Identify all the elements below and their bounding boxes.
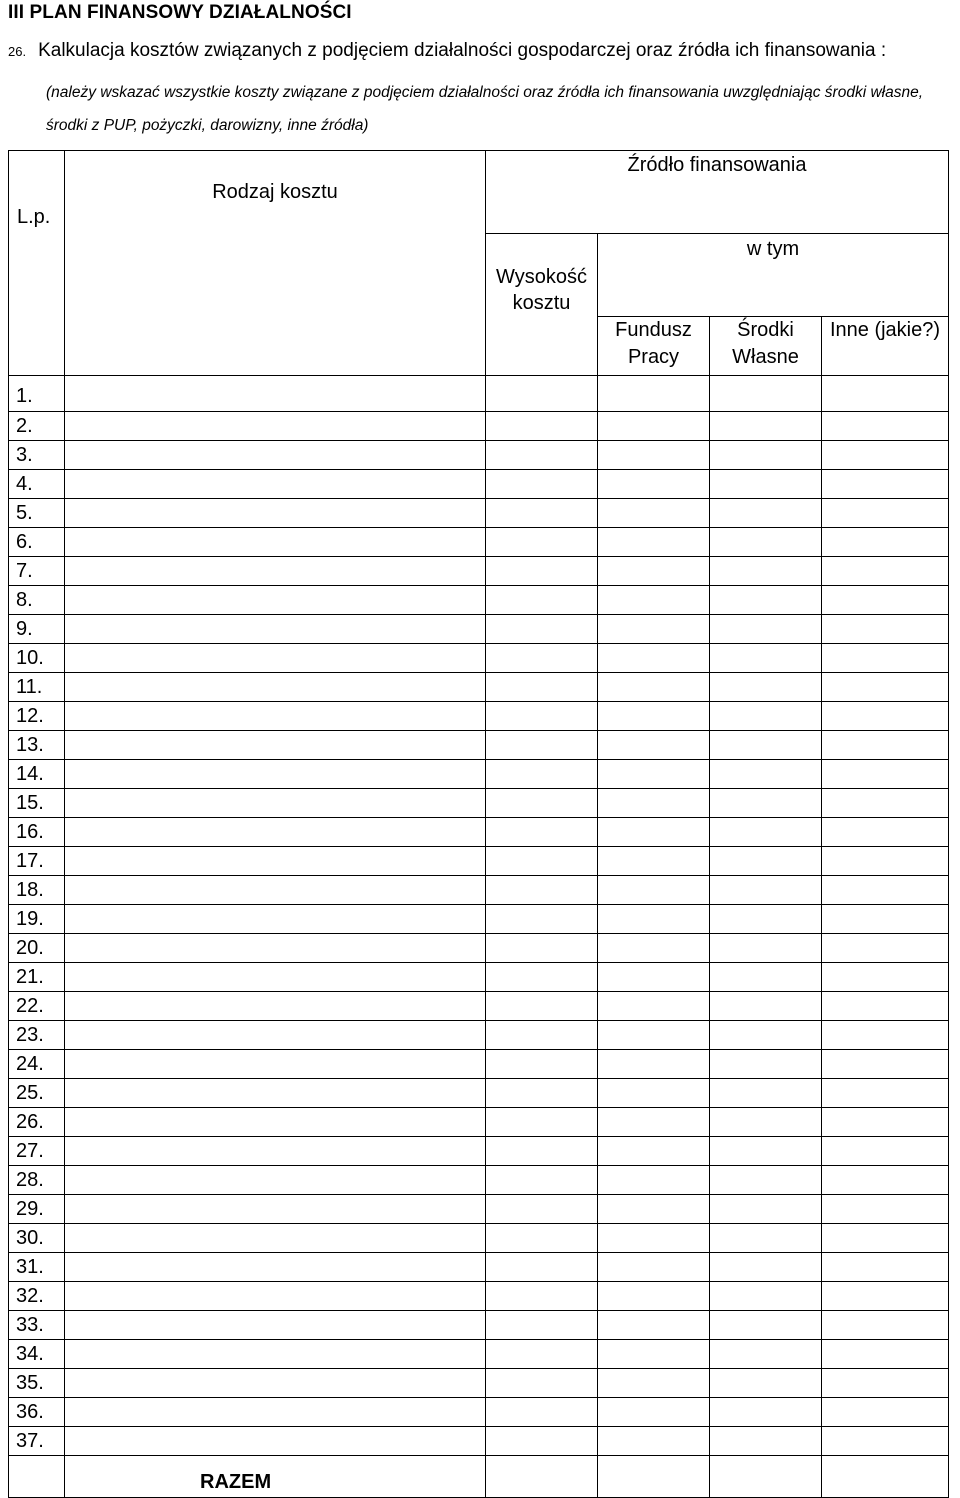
rodzaj-kosztu-cell[interactable]: [65, 1079, 486, 1108]
row-number: 2.: [9, 412, 65, 441]
srodki-wlasne-cell[interactable]: [710, 934, 822, 963]
row-number: 37.: [9, 1427, 65, 1456]
inne-cell[interactable]: [822, 499, 949, 528]
inne-cell[interactable]: [822, 963, 949, 992]
row-number: 1.: [9, 376, 65, 412]
inne-cell[interactable]: [822, 876, 949, 905]
rodzaj-kosztu-cell[interactable]: [65, 1311, 486, 1340]
wysokosc-kosztu-cell[interactable]: [486, 789, 598, 818]
srodki-wlasne-cell[interactable]: [710, 1311, 822, 1340]
row-number: 33.: [9, 1311, 65, 1340]
total-srodki-cell[interactable]: [710, 1456, 822, 1498]
wysokosc-kosztu-cell[interactable]: [486, 1224, 598, 1253]
fundusz-pracy-cell[interactable]: [598, 1195, 710, 1224]
inne-cell[interactable]: [822, 376, 949, 412]
rodzaj-kosztu-cell[interactable]: [65, 528, 486, 557]
fundusz-pracy-cell[interactable]: [598, 673, 710, 702]
srodki-wlasne-cell[interactable]: [710, 586, 822, 615]
srodki-wlasne-cell[interactable]: [710, 992, 822, 1021]
row-number: 16.: [9, 818, 65, 847]
table-row: [9, 702, 949, 731]
header-rodzaj-kosztu: Rodzaj kosztu: [65, 151, 486, 376]
inne-cell[interactable]: [822, 1369, 949, 1398]
fundusz-pracy-cell[interactable]: [598, 760, 710, 789]
inne-cell[interactable]: [822, 1108, 949, 1137]
rodzaj-kosztu-cell[interactable]: [65, 441, 486, 470]
inne-cell[interactable]: [822, 412, 949, 441]
table-row: [9, 376, 949, 412]
inne-cell[interactable]: [822, 789, 949, 818]
row-number: 15.: [9, 789, 65, 818]
wysokosc-kosztu-cell[interactable]: [486, 876, 598, 905]
header-fundusz-pracy: [598, 317, 710, 376]
fundusz-pracy-cell[interactable]: [598, 441, 710, 470]
row-number: 32.: [9, 1282, 65, 1311]
table-row: [9, 528, 949, 557]
point-line: [8, 40, 886, 62]
header-wysokosc-line2: kosztu: [512, 292, 571, 314]
row-number: 18.: [9, 876, 65, 905]
srodki-wlasne-cell[interactable]: [710, 557, 822, 586]
rodzaj-kosztu-cell[interactable]: [65, 1137, 486, 1166]
header-zrodlo-finansowania: Źródło finansowania: [486, 151, 949, 234]
wysokosc-kosztu-cell[interactable]: [486, 1398, 598, 1427]
wysokosc-kosztu-cell[interactable]: [486, 1311, 598, 1340]
row-number: 6.: [9, 528, 65, 557]
header-srodki-wlasne: [710, 317, 822, 376]
srodki-wlasne-cell[interactable]: [710, 615, 822, 644]
wysokosc-kosztu-cell[interactable]: [486, 934, 598, 963]
srodki-wlasne-cell[interactable]: [710, 673, 822, 702]
wysokosc-kosztu-cell[interactable]: [486, 1369, 598, 1398]
srodki-wlasne-cell[interactable]: [710, 876, 822, 905]
inne-cell[interactable]: [822, 1195, 949, 1224]
srodki-wlasne-cell[interactable]: [710, 499, 822, 528]
row-number: 13.: [9, 731, 65, 760]
wysokosc-kosztu-cell[interactable]: [486, 615, 598, 644]
fundusz-pracy-cell[interactable]: [598, 847, 710, 876]
total-fundusz-cell[interactable]: [598, 1456, 710, 1498]
row-number: 7.: [9, 557, 65, 586]
fundusz-pracy-cell[interactable]: [598, 1398, 710, 1427]
cost-table: [8, 150, 949, 1498]
srodki-wlasne-cell[interactable]: [710, 1021, 822, 1050]
table-row: [9, 1311, 949, 1340]
rodzaj-kosztu-cell[interactable]: [65, 1340, 486, 1369]
table-row: [9, 1195, 949, 1224]
rodzaj-kosztu-cell[interactable]: [65, 847, 486, 876]
inne-cell[interactable]: [822, 847, 949, 876]
table-row: [9, 847, 949, 876]
fundusz-pracy-cell[interactable]: [598, 499, 710, 528]
srodki-wlasne-cell[interactable]: [710, 760, 822, 789]
inne-cell[interactable]: [822, 1050, 949, 1079]
wysokosc-kosztu-cell[interactable]: [486, 905, 598, 934]
rodzaj-kosztu-cell[interactable]: [65, 1253, 486, 1282]
fundusz-pracy-cell[interactable]: [598, 1427, 710, 1456]
header-srodki-line1: Środki: [737, 319, 794, 341]
fundusz-pracy-cell[interactable]: [598, 586, 710, 615]
srodki-wlasne-cell[interactable]: [710, 412, 822, 441]
table-row: [9, 992, 949, 1021]
inne-cell[interactable]: [822, 731, 949, 760]
row-number: 17.: [9, 847, 65, 876]
header-w-tym: w tym: [598, 234, 949, 317]
inne-cell[interactable]: [822, 905, 949, 934]
inne-cell[interactable]: [822, 644, 949, 673]
row-number: 34.: [9, 1340, 65, 1369]
srodki-wlasne-cell[interactable]: [710, 1108, 822, 1137]
inne-cell[interactable]: [822, 470, 949, 499]
table-row: [9, 557, 949, 586]
table-row: [9, 1340, 949, 1369]
total-label: RAZEM: [65, 1456, 486, 1498]
header-srodki-line2: Własne: [732, 346, 799, 368]
rodzaj-kosztu-cell[interactable]: [65, 470, 486, 499]
table-row: [9, 789, 949, 818]
row-number: 12.: [9, 702, 65, 731]
wysokosc-kosztu-cell[interactable]: [486, 376, 598, 412]
rodzaj-kosztu-cell[interactable]: [65, 673, 486, 702]
fundusz-pracy-cell[interactable]: [598, 702, 710, 731]
table-row: [9, 441, 949, 470]
table-row: [9, 963, 949, 992]
fundusz-pracy-cell[interactable]: [598, 1021, 710, 1050]
srodki-wlasne-cell[interactable]: [710, 1398, 822, 1427]
rodzaj-kosztu-cell[interactable]: [65, 905, 486, 934]
table-row: [9, 499, 949, 528]
srodki-wlasne-cell[interactable]: [710, 1166, 822, 1195]
header-inne: Inne (jakie?): [822, 317, 949, 376]
rodzaj-kosztu-cell[interactable]: [65, 1108, 486, 1137]
row-number: 19.: [9, 905, 65, 934]
rodzaj-kosztu-cell[interactable]: [65, 557, 486, 586]
rodzaj-kosztu-cell[interactable]: [65, 731, 486, 760]
srodki-wlasne-cell[interactable]: [710, 644, 822, 673]
srodki-wlasne-cell[interactable]: [710, 1253, 822, 1282]
rodzaj-kosztu-cell[interactable]: [65, 1166, 486, 1195]
rodzaj-kosztu-cell[interactable]: [65, 1398, 486, 1427]
fundusz-pracy-cell[interactable]: [598, 1108, 710, 1137]
fundusz-pracy-cell[interactable]: [598, 1050, 710, 1079]
fundusz-pracy-cell[interactable]: [598, 1369, 710, 1398]
inne-cell[interactable]: [822, 1079, 949, 1108]
inne-cell[interactable]: [822, 1282, 949, 1311]
srodki-wlasne-cell[interactable]: [710, 1224, 822, 1253]
fundusz-pracy-cell[interactable]: [598, 876, 710, 905]
inne-cell[interactable]: [822, 615, 949, 644]
row-number: 25.: [9, 1079, 65, 1108]
srodki-wlasne-cell[interactable]: [710, 702, 822, 731]
inne-cell[interactable]: [822, 992, 949, 1021]
wysokosc-kosztu-cell[interactable]: [486, 1340, 598, 1369]
table-row: [9, 412, 949, 441]
table-row: [9, 1369, 949, 1398]
srodki-wlasne-cell[interactable]: [710, 818, 822, 847]
table-row: [9, 1224, 949, 1253]
inne-cell[interactable]: [822, 1224, 949, 1253]
wysokosc-kosztu-cell[interactable]: [486, 586, 598, 615]
row-number: 28.: [9, 1166, 65, 1195]
fundusz-pracy-cell[interactable]: [598, 992, 710, 1021]
wysokosc-kosztu-cell[interactable]: [486, 818, 598, 847]
inne-cell[interactable]: [822, 441, 949, 470]
rodzaj-kosztu-cell[interactable]: [65, 1369, 486, 1398]
wysokosc-kosztu-cell[interactable]: [486, 644, 598, 673]
table-row: [9, 818, 949, 847]
wysokosc-kosztu-cell[interactable]: [486, 499, 598, 528]
row-number: 23.: [9, 1021, 65, 1050]
instruction-note-line1: (należy wskazać wszystkie koszty związane z podjęciem działalności oraz źródła ich finansowania uwzględniając środki własne,: [46, 84, 924, 101]
rodzaj-kosztu-cell[interactable]: [65, 1195, 486, 1224]
row-number: 22.: [9, 992, 65, 1021]
rodzaj-kosztu-cell[interactable]: [65, 1224, 486, 1253]
table-row: [9, 1282, 949, 1311]
inne-cell[interactable]: [822, 557, 949, 586]
table-row: [9, 644, 949, 673]
fundusz-pracy-cell[interactable]: [598, 1166, 710, 1195]
row-number: 10.: [9, 644, 65, 673]
fundusz-pracy-cell[interactable]: [598, 615, 710, 644]
row-number: 3.: [9, 441, 65, 470]
srodki-wlasne-cell[interactable]: [710, 1340, 822, 1369]
table-row: [9, 470, 949, 499]
srodki-wlasne-cell[interactable]: [710, 789, 822, 818]
srodki-wlasne-cell[interactable]: [710, 1195, 822, 1224]
table-row: [9, 673, 949, 702]
header-fundusz-line2: Pracy: [627, 346, 680, 368]
fundusz-pracy-cell[interactable]: [598, 905, 710, 934]
total-inne-cell[interactable]: [822, 1456, 949, 1498]
inne-cell[interactable]: [822, 586, 949, 615]
table-row: [9, 1427, 949, 1456]
inne-cell[interactable]: [822, 1021, 949, 1050]
srodki-wlasne-cell[interactable]: [710, 376, 822, 412]
rodzaj-kosztu-cell[interactable]: [65, 760, 486, 789]
inne-cell[interactable]: [822, 1398, 949, 1427]
row-number: 24.: [9, 1050, 65, 1079]
wysokosc-kosztu-cell[interactable]: [486, 441, 598, 470]
rodzaj-kosztu-cell[interactable]: [65, 615, 486, 644]
table-row: [9, 586, 949, 615]
wysokosc-kosztu-cell[interactable]: [486, 731, 598, 760]
instruction-note-line2: środki z PUP, pożyczki, darowizny, inne źródła): [46, 117, 369, 134]
inne-cell[interactable]: [822, 1340, 949, 1369]
row-number: 11.: [9, 673, 65, 702]
table-row: [9, 1137, 949, 1166]
wysokosc-kosztu-cell[interactable]: [486, 1166, 598, 1195]
header-lp: L.p.: [9, 151, 65, 376]
row-number: 29.: [9, 1195, 65, 1224]
table-row: [9, 905, 949, 934]
fundusz-pracy-cell[interactable]: [598, 528, 710, 557]
header-wysokosc-line1: Wysokość: [496, 266, 587, 288]
srodki-wlasne-cell[interactable]: [710, 905, 822, 934]
row-number: 31.: [9, 1253, 65, 1282]
rodzaj-kosztu-cell[interactable]: [65, 702, 486, 731]
fundusz-pracy-cell[interactable]: [598, 731, 710, 760]
fundusz-pracy-cell[interactable]: [598, 818, 710, 847]
row-number: 9.: [9, 615, 65, 644]
rodzaj-kosztu-cell[interactable]: [65, 789, 486, 818]
srodki-wlasne-cell[interactable]: [710, 1137, 822, 1166]
inne-cell[interactable]: [822, 1427, 949, 1456]
point-text: Kalkulacja kosztów związanych z podjęciem działalności gospodarczej oraz źródła ich finansowania :: [38, 40, 887, 61]
srodki-wlasne-cell[interactable]: [710, 528, 822, 557]
wysokosc-kosztu-cell[interactable]: [486, 528, 598, 557]
srodki-wlasne-cell[interactable]: [710, 847, 822, 876]
table-row: [9, 731, 949, 760]
row-number: 36.: [9, 1398, 65, 1427]
rodzaj-kosztu-cell[interactable]: [65, 1282, 486, 1311]
row-number: 20.: [9, 934, 65, 963]
inne-cell[interactable]: [822, 818, 949, 847]
wysokosc-kosztu-cell[interactable]: [486, 1282, 598, 1311]
fundusz-pracy-cell[interactable]: [598, 644, 710, 673]
total-lp-cell: [9, 1456, 65, 1498]
rodzaj-kosztu-cell[interactable]: [65, 1427, 486, 1456]
rodzaj-kosztu-cell[interactable]: [65, 992, 486, 1021]
rodzaj-kosztu-cell[interactable]: [65, 499, 486, 528]
wysokosc-kosztu-cell[interactable]: [486, 470, 598, 499]
fundusz-pracy-cell[interactable]: [598, 789, 710, 818]
fundusz-pracy-cell[interactable]: [598, 557, 710, 586]
total-row: [9, 1456, 949, 1498]
inne-cell[interactable]: [822, 1166, 949, 1195]
fundusz-pracy-cell[interactable]: [598, 376, 710, 412]
wysokosc-kosztu-cell[interactable]: [486, 760, 598, 789]
srodki-wlasne-cell[interactable]: [710, 470, 822, 499]
total-wysokosc-cell[interactable]: [486, 1456, 598, 1498]
wysokosc-kosztu-cell[interactable]: [486, 1427, 598, 1456]
row-number: 14.: [9, 760, 65, 789]
fundusz-pracy-cell[interactable]: [598, 1079, 710, 1108]
point-number: 26.: [8, 44, 27, 59]
table-row: [9, 1050, 949, 1079]
rodzaj-kosztu-cell[interactable]: [65, 376, 486, 412]
table-row: [9, 1166, 949, 1195]
wysokosc-kosztu-cell[interactable]: [486, 1021, 598, 1050]
fundusz-pracy-cell[interactable]: [598, 470, 710, 499]
table-row: [9, 615, 949, 644]
inne-cell[interactable]: [822, 1137, 949, 1166]
inne-cell[interactable]: [822, 528, 949, 557]
inne-cell[interactable]: [822, 760, 949, 789]
wysokosc-kosztu-cell[interactable]: [486, 992, 598, 1021]
srodki-wlasne-cell[interactable]: [710, 1427, 822, 1456]
fundusz-pracy-cell[interactable]: [598, 963, 710, 992]
row-number: 21.: [9, 963, 65, 992]
table-row: [9, 1079, 949, 1108]
rodzaj-kosztu-cell[interactable]: [65, 963, 486, 992]
row-number: 8.: [9, 586, 65, 615]
rodzaj-kosztu-cell[interactable]: [65, 586, 486, 615]
table-row: [9, 1253, 949, 1282]
rodzaj-kosztu-cell[interactable]: [65, 934, 486, 963]
wysokosc-kosztu-cell[interactable]: [486, 1079, 598, 1108]
fundusz-pracy-cell[interactable]: [598, 1282, 710, 1311]
wysokosc-kosztu-cell[interactable]: [486, 1108, 598, 1137]
header-wysokosc-kosztu: [486, 234, 598, 376]
wysokosc-kosztu-cell[interactable]: [486, 1253, 598, 1282]
inne-cell[interactable]: [822, 673, 949, 702]
fundusz-pracy-cell[interactable]: [598, 1253, 710, 1282]
row-number: 30.: [9, 1224, 65, 1253]
wysokosc-kosztu-cell[interactable]: [486, 702, 598, 731]
srodki-wlasne-cell[interactable]: [710, 1079, 822, 1108]
fundusz-pracy-cell[interactable]: [598, 934, 710, 963]
wysokosc-kosztu-cell[interactable]: [486, 1050, 598, 1079]
srodki-wlasne-cell[interactable]: [710, 441, 822, 470]
header-fundusz-line1: Fundusz: [615, 319, 692, 341]
row-number: 4.: [9, 470, 65, 499]
fundusz-pracy-cell[interactable]: [598, 1137, 710, 1166]
fundusz-pracy-cell[interactable]: [598, 412, 710, 441]
wysokosc-kosztu-cell[interactable]: [486, 963, 598, 992]
wysokosc-kosztu-cell[interactable]: [486, 847, 598, 876]
row-number: 26.: [9, 1108, 65, 1137]
table-row: [9, 1108, 949, 1137]
row-number: 35.: [9, 1369, 65, 1398]
wysokosc-kosztu-cell[interactable]: [486, 557, 598, 586]
rodzaj-kosztu-cell[interactable]: [65, 1021, 486, 1050]
section-title: III PLAN FINANSOWY DZIAŁALNOŚCI: [8, 2, 352, 23]
inne-cell[interactable]: [822, 1311, 949, 1340]
row-number: 27.: [9, 1137, 65, 1166]
inne-cell[interactable]: [822, 1253, 949, 1282]
srodki-wlasne-cell[interactable]: [710, 1369, 822, 1398]
rodzaj-kosztu-cell[interactable]: [65, 644, 486, 673]
fundusz-pracy-cell[interactable]: [598, 1311, 710, 1340]
table-row: [9, 934, 949, 963]
wysokosc-kosztu-cell[interactable]: [486, 673, 598, 702]
srodki-wlasne-cell[interactable]: [710, 1282, 822, 1311]
rodzaj-kosztu-cell[interactable]: [65, 818, 486, 847]
inne-cell[interactable]: [822, 702, 949, 731]
srodki-wlasne-cell[interactable]: [710, 731, 822, 760]
table-row: [9, 1021, 949, 1050]
srodki-wlasne-cell[interactable]: [710, 963, 822, 992]
table-row: [9, 876, 949, 905]
wysokosc-kosztu-cell[interactable]: [486, 1195, 598, 1224]
wysokosc-kosztu-cell[interactable]: [486, 1137, 598, 1166]
row-number: 5.: [9, 499, 65, 528]
rodzaj-kosztu-cell[interactable]: [65, 412, 486, 441]
wysokosc-kosztu-cell[interactable]: [486, 412, 598, 441]
table-row: [9, 760, 949, 789]
fundusz-pracy-cell[interactable]: [598, 1224, 710, 1253]
rodzaj-kosztu-cell[interactable]: [65, 1050, 486, 1079]
srodki-wlasne-cell[interactable]: [710, 1050, 822, 1079]
table-row: [9, 1398, 949, 1427]
rodzaj-kosztu-cell[interactable]: [65, 876, 486, 905]
inne-cell[interactable]: [822, 934, 949, 963]
fundusz-pracy-cell[interactable]: [598, 1340, 710, 1369]
